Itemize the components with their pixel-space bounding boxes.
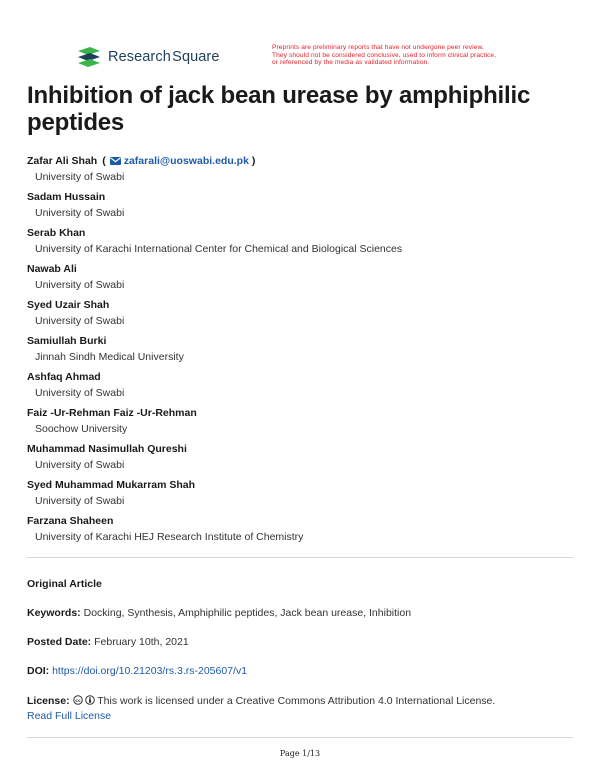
author-affiliation: University of Swabi — [35, 495, 125, 507]
envelope-icon — [110, 157, 121, 165]
notice-line: Preprints are preliminary reports that have not undergone peer review. — [272, 44, 484, 51]
article-type: Original Article — [27, 578, 102, 590]
author-name: Samiullah Burki — [27, 334, 107, 347]
notice-line: They should not be considered conclusive, used to inform clinical practice, — [272, 51, 497, 59]
doi-row — [27, 664, 572, 679]
divider — [27, 737, 573, 738]
posted-date-value: February 10th, 2021 — [94, 636, 189, 648]
author-affiliation: University of Swabi — [35, 459, 125, 471]
page-number: Page 1/13 — [279, 749, 321, 758]
author-name: Faiz -Ur-Rehman Faiz -Ur-Rehman — [27, 406, 197, 419]
author-entry — [27, 224, 587, 260]
author-name: Nawab Ali — [27, 262, 77, 275]
author-name: Syed Uzair Shah — [27, 298, 110, 311]
author-name: Sadam Hussain — [27, 190, 106, 203]
research-square-logo-icon — [76, 46, 102, 68]
author-entry — [27, 476, 587, 512]
author-name: Serab Khan — [27, 226, 86, 239]
author-affiliation: Soochow University — [35, 423, 128, 435]
author-entry — [27, 440, 587, 476]
license-label: License: — [27, 695, 70, 707]
doi-link[interactable]: https://doi.org/10.21203/rs.3.rs-205607/v1 — [52, 665, 248, 677]
author-name: Zafar Ali Shah — [27, 154, 98, 167]
header — [0, 0, 600, 80]
author-affiliation: University of Swabi — [35, 207, 125, 219]
author-email: zafarali@uoswabi.edu.pk — [123, 154, 249, 167]
author-email-link[interactable] — [110, 154, 249, 169]
author-name-line — [27, 152, 587, 170]
notice-line: or referenced by the media as validated information. — [272, 59, 430, 67]
divider — [27, 557, 573, 558]
license-row — [27, 694, 572, 724]
author-affiliation: University of Karachi International Center for Chemical and Biological Sciences — [35, 243, 403, 255]
paren-open: ( — [102, 154, 106, 167]
author-list — [27, 152, 587, 548]
paper-title: Inhibition of jack bean urease by amphiphilic peptides — [27, 82, 531, 136]
author-entry — [27, 260, 587, 296]
author-affiliation: Jinnah Sindh Medical University — [35, 351, 184, 363]
creative-commons-icon — [73, 695, 83, 705]
author-name: Muhammad Nasimullah Qureshi — [27, 442, 187, 455]
author-name: Farzana Shaheen — [27, 514, 114, 527]
paren-close: ) — [251, 154, 256, 167]
cc-icons[interactable] — [73, 695, 95, 705]
svg-text:cc: cc — [74, 699, 81, 704]
research-square-logo[interactable] — [76, 46, 220, 68]
author-entry — [27, 404, 587, 440]
license-text: This work is licensed under a Creative Commons Attribution 4.0 International License. — [97, 695, 496, 707]
author-name: Syed Muhammad Mukarram Shah — [27, 478, 196, 491]
posted-date-label: Posted Date: — [27, 636, 92, 648]
logo-text: Research Square — [108, 49, 220, 65]
author-affiliation: University of Karachi HEJ Research Institute of Chemistry — [35, 531, 304, 543]
preprint-notice — [272, 44, 572, 67]
author-affiliation: University of Swabi — [35, 279, 125, 291]
author-affiliation: University of Swabi — [35, 387, 125, 399]
author-name: Ashfaq Ahmad — [27, 370, 101, 383]
read-full-license-link[interactable]: Read Full License — [27, 710, 112, 722]
doi-label: DOI: — [27, 665, 50, 677]
author-entry — [27, 296, 587, 332]
author-entry — [27, 188, 587, 224]
author-entry — [27, 152, 587, 188]
keywords-row — [27, 606, 572, 621]
attribution-icon — [85, 695, 95, 705]
keywords-label: Keywords: — [27, 607, 81, 619]
posted-date-row — [27, 635, 572, 650]
author-entry — [27, 368, 587, 404]
author-entry — [27, 512, 587, 548]
author-affiliation: University of Swabi — [35, 171, 125, 183]
author-entry — [27, 332, 587, 368]
author-affiliation: University of Swabi — [35, 315, 125, 327]
keywords-value: Docking, Synthesis, Amphiphilic peptides, Jack bean urease, Inhibition — [83, 607, 412, 619]
